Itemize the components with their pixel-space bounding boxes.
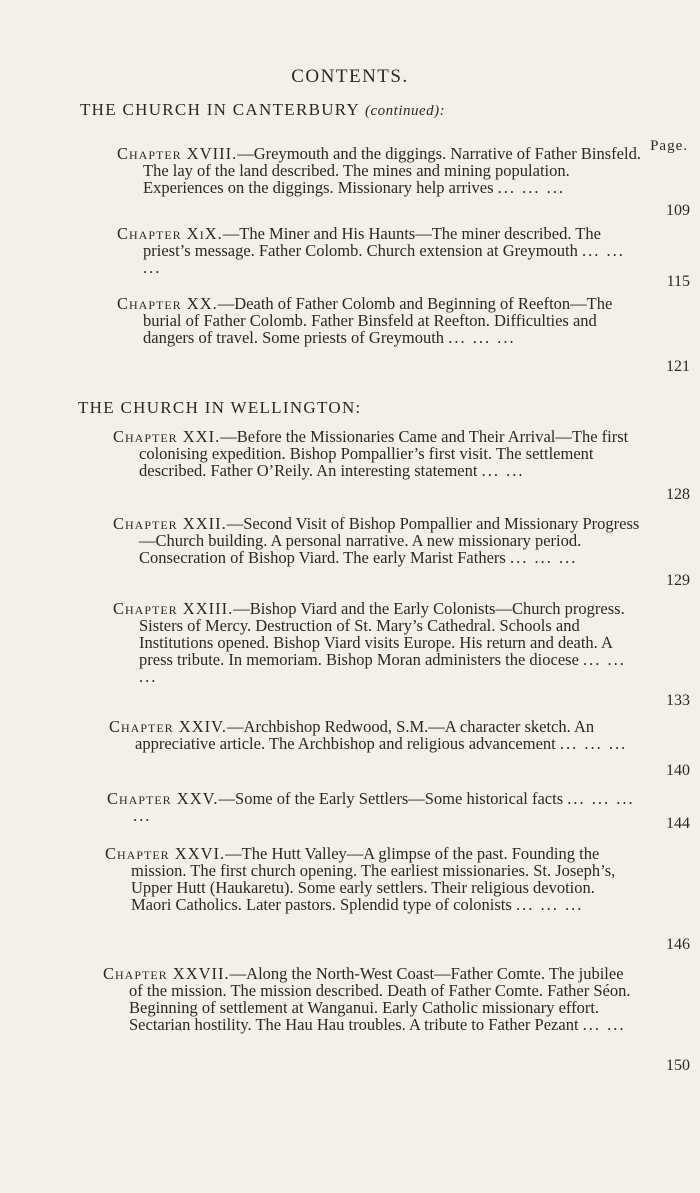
- chapter-description: —Death of Father Colomb and Beginning of Reefton—The burial of Father Colomb. Father Binsfeld at Reefton. Difficulties and dangers of travel. Some priests of Greymouth: [143, 294, 613, 347]
- chapter-entry: Chapter XX.—Death of Father Colomb and Beginning of Reefton—The burial of Father Colomb. Father Binsfeld at Reefton. Difficulties and dangers of travel. Some priests of Greymouth ... ... ...: [117, 294, 613, 347]
- chapter-label: Chapter XXI.: [113, 427, 221, 446]
- chapter-entry: Chapter XVIII.—Greymouth and the diggings. Narrative of Father Binsfeld. The lay of the land described. The mines and mining population. Experiences on the diggings. Missionary help arrives ... ... ...: [117, 144, 641, 197]
- chapter-label: Chapter XVIII.: [117, 144, 238, 163]
- chapter-description: —The Hutt Valley—A glimpse of the past. Founding the mission. The first church opening. The earliest missionaries. St. Joseph’s, Upper Hutt (Haukaretu). Some early settlers. Their religious devotion. Maori Catholics. Later pastors. Splendid type of colonists: [131, 844, 616, 914]
- chapter-page-number: 121: [666, 358, 690, 375]
- chapter-page-number: 150: [666, 1057, 690, 1074]
- chapter-page-number: 115: [666, 273, 690, 290]
- chapter-page-number: 144: [666, 815, 690, 832]
- chapter-entry: Chapter XıX.—The Miner and His Haunts—The miner described. The priest’s message. Father Colomb. Church extension at Greymouth ... ... ...: [117, 224, 625, 277]
- chapter-description: —Bishop Viard and the Early Colonists—Church progress. Sisters of Mercy. Destruction of St. Mary’s Cathedral. Schools and Institutions opened. Bishop Viard visits Europe. His return and death. A press tribute. In memoriam. Bishop Moran administers the diocese: [139, 599, 625, 669]
- chapter-label: Chapter XXVI.: [105, 844, 226, 863]
- chapter-page-number: 109: [666, 202, 690, 219]
- chapter-label: Chapter XıX.: [117, 224, 223, 243]
- chapter-label: Chapter XXVII.: [103, 964, 230, 983]
- chapter-entry: Chapter XXIII.—Bishop Viard and the Early Colonists—Church progress. Sisters of Mercy. Destruction of St. Mary’s Cathedral. Schools and Institutions opened. Bishop Viard visits Europe. His return and death. A press tribute. In memoriam. Bishop Moran administers the diocese ... ... ...: [113, 599, 626, 686]
- chapter-description: —Second Visit of Bishop Pompallier and Missionary Progress—Church building. A personal narrative. A new missionary period. Consecration of Bishop Viard. The early Marist Fathers: [139, 514, 640, 567]
- chapter-page-number: 129: [666, 572, 690, 589]
- section-heading-text: THE CHURCH IN CANTERBURY: [80, 100, 360, 119]
- chapter-description: —Some of the Early Settlers—Some historical facts: [218, 789, 564, 808]
- chapter-page-number: 146: [666, 936, 690, 953]
- chapter-description: —Greymouth and the diggings. Narrative of Father Binsfeld. The lay of the land described. The mines and mining population. Experiences on the diggings. Missionary help arrives: [143, 144, 641, 197]
- chapter-entry: Chapter XXI.—Before the Missionaries Came and Their Arrival—The first colonising expedition. Bishop Pompallier’s first visit. The settlement described. Father O’Reily. An interesting statement ... ...: [113, 427, 629, 480]
- chapter-label: Chapter XXV.: [107, 789, 219, 808]
- chapter-entry: Chapter XXIV.—Archbishop Redwood, S.M.—A character sketch. An appreciative article. The Archbishop and religious advancement ... ... ...: [109, 717, 628, 753]
- page-title: CONTENTS.: [291, 66, 409, 87]
- chapter-description: —The Miner and His Haunts—The miner described. The priest’s message. Father Colomb. Church extension at Greymouth: [143, 224, 601, 260]
- section-heading-note: (continued):: [365, 103, 446, 119]
- section-heading-text: THE CHURCH IN WELLINGTON:: [78, 398, 362, 417]
- chapter-label: Chapter XXIII.: [113, 599, 234, 618]
- section-heading-canterbury: [80, 100, 445, 120]
- chapter-entry: Chapter XXVI.—The Hutt Valley—A glimpse of the past. Founding the mission. The first church opening. The earliest missionaries. St. Joseph’s, Upper Hutt (Haukaretu). Some early settlers. Their religious devotion. Maori Catholics. Later pastors. Splendid type of colonists ... ... ...: [105, 844, 616, 914]
- chapter-description: —Along the North-West Coast—Father Comte. The jubilee of the mission. The mission described. Death of Father Comte. Father Séon. Beginning of settlement at Wanganui. Early Catholic missionary effort. Sectarian hostility. The Hau Hau troubles. A tribute to Father Pezant: [129, 964, 631, 1034]
- chapter-label: Chapter XXII.: [113, 514, 227, 533]
- chapter-label: Chapter XX.: [117, 294, 218, 313]
- chapter-page-number: 133: [666, 692, 690, 709]
- chapter-page-number: 128: [666, 486, 690, 503]
- page-column-label: Page.: [650, 138, 688, 154]
- chapter-page-number: 140: [666, 762, 690, 779]
- chapter-entry: Chapter XXV.—Some of the Early Settlers—Some historical facts ... ... ... ...: [107, 789, 635, 825]
- section-heading-wellington: [78, 398, 362, 418]
- chapter-description: —Before the Missionaries Came and Their Arrival—The first colonising expedition. Bishop Pompallier’s first visit. The settlement described. Father O’Reily. An interesting statement: [139, 427, 629, 480]
- chapter-description: —Archbishop Redwood, S.M.—A character sketch. An appreciative article. The Archbishop and religious advancement: [135, 717, 595, 753]
- chapter-entry: Chapter XXVII.—Along the North-West Coast—Father Comte. The jubilee of the mission. The mission described. Death of Father Comte. Father Séon. Beginning of settlement at Wanganui. Early Catholic missionary effort. Sectarian hostility. The Hau Hau troubles. A tribute to Father Pezant ... ...: [103, 964, 631, 1034]
- chapter-entry: Chapter XXII.—Second Visit of Bishop Pompallier and Missionary Progress—Church building. A personal narrative. A new missionary period. Consecration of Bishop Viard. The early Marist Fathers ... ... ...: [113, 514, 640, 567]
- chapter-label: Chapter XXIV.: [109, 717, 228, 736]
